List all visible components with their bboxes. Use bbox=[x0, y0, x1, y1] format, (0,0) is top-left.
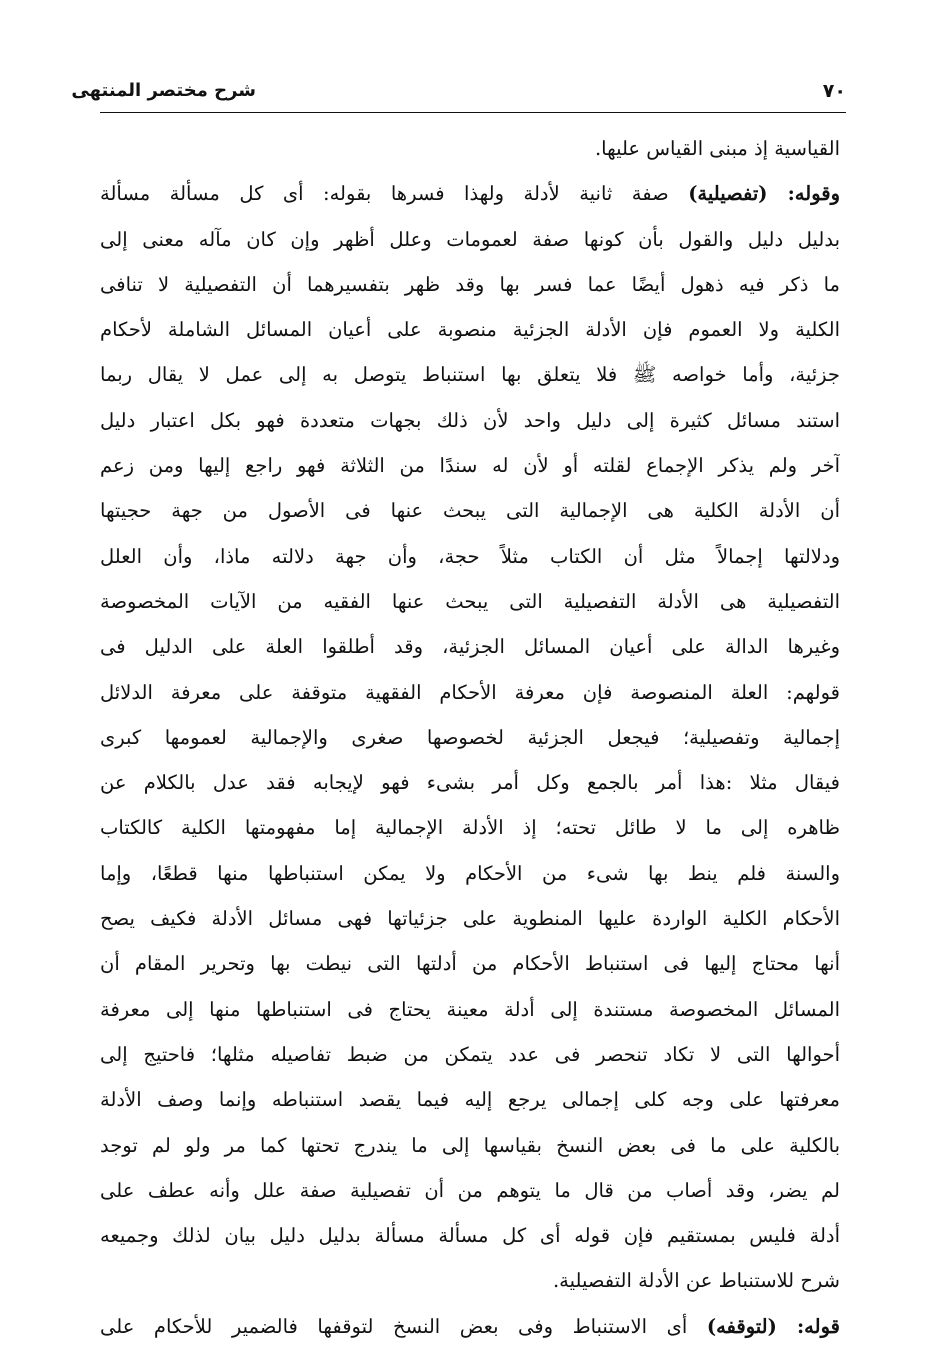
line-text: المسائل المخصوصة مستندة إلى أدلة معينة يحتاج فى استنباطها منها إلى معرفة bbox=[100, 997, 840, 1021]
text-line bbox=[100, 1168, 840, 1213]
line-text: أدلة فليس بمستقيم فإن قوله أى كل مسألة مسألة بدليل دليل بيان لذلك وجميعه bbox=[100, 1224, 840, 1248]
line-text: شرح للاستنباط عن الأدلة التفصيلية. bbox=[552, 1269, 840, 1293]
line-text: صفة ثانية لأدلة ولهذا فسرها بقوله: أى كل مسألة مسألة bbox=[100, 182, 689, 206]
text-line bbox=[100, 217, 840, 262]
line-text: القياسية إذ مبنى القياس عليها. bbox=[594, 137, 840, 160]
text-line bbox=[100, 579, 840, 624]
line-text: قولهم: العلة المنصوصة فإن معرفة الأحكام الفقهية متوقفة على معرفة الدلائل bbox=[100, 680, 840, 704]
line-text: آخر ولم يذكر الإجماع لقلته أو لأن له سندًا من الثلاثة فهو راجع إليها ومن زعم bbox=[100, 454, 840, 478]
line-text: لم يضر، وقد أصاب من قال ما يتوهم من أن تفصيلية صفة علل وأنه عطف على bbox=[100, 1178, 840, 1202]
text-line bbox=[100, 534, 840, 579]
line-text: والسنة فلم ينط بها شىء من الأحكام ولا يمكن استنباطها منها قطعًا، وإما bbox=[100, 861, 840, 885]
text-line bbox=[100, 352, 840, 397]
text-line bbox=[100, 488, 840, 533]
text-line bbox=[100, 1304, 840, 1349]
text-line bbox=[100, 624, 840, 669]
line-text: ما ذكر فيه ذهول أيضًا عما فسر بها وقد ظهر بتفسيرهما أن التفصيلية لا تنافى bbox=[100, 272, 840, 296]
text-line bbox=[100, 851, 840, 896]
line-text: معرفتها على وجه كلى إجمالى يرجع إليه فيما يقصد استنباطه وإنما وصف الأدلة bbox=[100, 1088, 840, 1112]
header-divider bbox=[100, 112, 846, 113]
line-text: وغيرها الدالة على أعيان المسائل الجزئية، وقد أطلقوا العلة على الدليل فى bbox=[100, 635, 840, 659]
text-line bbox=[100, 126, 840, 171]
line-text: بالكلية على ما فى بعض النسخ بقياسها إلى ما يندرج تحتها كما مر ولو لم توجد bbox=[100, 1133, 840, 1157]
text-line bbox=[100, 1123, 840, 1168]
line-text: بدليل دليل والقول بأن كونها صفة لعمومات وعلل أظهر وإن كان مآله معنى إلى bbox=[100, 227, 840, 251]
text-line bbox=[100, 670, 840, 715]
text-line bbox=[100, 1077, 840, 1122]
line-text: إجمالية وتفصيلية؛ فيجعل الجزئية لخصوصها صغرى والإجمالية لعمومها كبرى bbox=[100, 725, 840, 749]
line-text: أن الأدلة الكلية هى الإجمالية التى يبحث عنها فى الأصول من جهة حجيتها bbox=[100, 499, 840, 523]
text-line bbox=[100, 443, 840, 488]
page-number: ٧٠ bbox=[822, 80, 846, 102]
text-line bbox=[100, 715, 840, 760]
text-line bbox=[100, 1258, 840, 1303]
text-line bbox=[100, 1213, 840, 1258]
text-line bbox=[100, 760, 840, 805]
line-text: التفصيلية هى الأدلة التفصيلية التى يبحث عنها الفقيه من الآيات المخصوصة bbox=[100, 589, 840, 613]
line-text: الأحكام الكلية الواردة عليها المنطوية على جزئياتها فهى مسائل الأدلة فكيف يصح bbox=[100, 907, 840, 931]
line-text: الكلية ولا العموم فإن الأدلة الجزئية منصوبة على أعيان المسائل الشاملة لأحكام bbox=[100, 318, 840, 342]
line-text: ودلالتها إجمالاً مثل أن الكتاب مثلاً حجة، وأن جهة دلالته ماذا، وأن العلل bbox=[100, 544, 840, 568]
body-text bbox=[100, 126, 840, 1349]
text-line bbox=[100, 941, 840, 986]
text-line bbox=[100, 171, 840, 216]
line-text: أحوالها التى لا تكاد تنحصر فى عدد يتمكن من ضبط تفاصيله مثلها؛ فاحتيج إلى bbox=[100, 1042, 840, 1066]
line-text: أنها محتاج إليها فى استنباط الأحكام من أدلتها التى نيطت بها وتحرير المقام أن bbox=[100, 952, 840, 976]
text-line bbox=[100, 987, 840, 1032]
line-text: ظاهره إلى ما لا طائل تحته؛ إذ الأدلة الإجمالية إما مفهومتها الكلية كالكتاب bbox=[100, 816, 840, 840]
text-line bbox=[100, 262, 840, 307]
text-line bbox=[100, 398, 840, 443]
commentary-lemma: وقوله: (تفصيلية) bbox=[688, 182, 840, 206]
text-line bbox=[100, 896, 840, 941]
text-line bbox=[100, 805, 840, 850]
commentary-lemma: قوله: (لتوقفه) bbox=[706, 1314, 840, 1338]
text-line bbox=[100, 307, 840, 352]
page-header bbox=[71, 76, 846, 110]
text-line bbox=[100, 1032, 840, 1077]
line-text: أى الاستنباط وفى بعض النسخ لتوقفها فالضمير للأحكام على bbox=[100, 1314, 707, 1338]
line-text: جزئية، وأما خواصه ﷺ فلا يتعلق بها استنباط يتوصل به إلى عمل لا يقال ربما bbox=[100, 363, 840, 387]
running-title: شرح مختصر المنتهى bbox=[71, 80, 256, 101]
line-text: فيقال مثلا :هذا أمر بالجمع وكل أمر بشىء فهو لإيجابه فقد عدل بالكلام عن bbox=[100, 771, 840, 795]
line-text: استند مسائل كثيرة إلى دليل واحد لأن ذلك بجهات متعددة فهو بكل اعتبار دليل bbox=[100, 408, 840, 432]
